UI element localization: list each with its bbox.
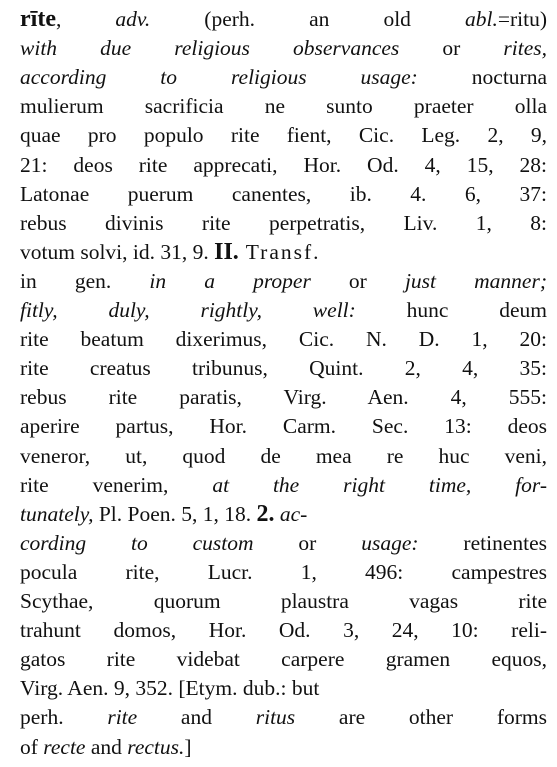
entry-text: Transf. [238,239,321,264]
entry-line [20,208,547,238]
entry-line [20,615,547,645]
entry-line [20,470,547,500]
entry-line [20,557,547,587]
entry-text: with due religious observances [20,36,400,61]
entry-text: =ritu) [497,7,547,31]
entry-line [20,382,547,412]
headword: rīte [20,6,56,32]
entry-text: quae pro populo rite fient, Cic. Leg. 2, 9, [20,123,547,148]
entry-text: hunc deum [355,298,547,322]
entry-text: rebus rite paratis, Virg. Aen. 4, 555: [20,385,547,410]
entry-text: or [310,268,405,293]
entry-text: abl. [464,7,498,31]
entry-line [20,499,547,529]
entry-text: , [55,7,116,31]
entry-text: 2. [256,500,275,527]
entry-text: and [137,705,256,730]
entry-text: votum solvi, id. 31, 9. [20,239,215,264]
entry-line [20,732,547,762]
entry-line [20,411,547,441]
entry-text: or [399,36,504,61]
entry-text: mulierum sacrificia ne sunto praeter olla [20,94,547,119]
entry-text: of [20,734,44,759]
entry-text: cording to custom [20,530,254,555]
entry-line [20,120,547,150]
entry-line [20,673,547,703]
entry-text: in gen. [20,268,150,293]
entry-line [20,441,547,471]
entry-text: 21: deos rite apprecati, Hor. Od. 4, 15, 28: [20,152,547,177]
entry-text: rites, [503,36,547,61]
entry-text: nocturna [417,65,547,90]
entry-text: fitly, duly, rightly, well: [20,298,356,322]
entry-text: perh. [20,705,108,730]
entry-text: Pl. Poen. 5, 1, 18. [93,501,257,526]
entry-text: tunately, [20,501,94,526]
entry-line [20,237,547,267]
entry-line [20,91,547,121]
entry-line [20,295,547,325]
entry-text: veneror, ut, quod de mea re huc veni, [20,443,547,468]
entry-text: at the right time, for- [212,472,547,497]
entry-text: rite [107,705,138,730]
entry-text: rebus divinis rite perpetratis, Liv. 1, 8: [20,210,547,235]
entry-text: rite creatus tribunus, Quint. 2, 4, 35: [20,356,547,381]
entry-text: recte [43,734,86,759]
entry-text: usage: [361,530,419,555]
entry-line [20,266,547,296]
entry-text: and [85,734,128,759]
entry-text: or [253,530,362,555]
entry-line [20,528,547,558]
entry-line [20,586,547,616]
entry-line [20,33,547,63]
entry-text: adv. [115,7,151,31]
entry-text: according to religious usage: [20,65,418,90]
entry-line [20,353,547,383]
entry-text: Latonae puerum canentes, ib. 4. 6, 37: [20,181,547,206]
entry-text: Virg. Aen. 9, 352. [Etym. dub.: but [20,676,320,701]
entry-line [20,62,547,92]
entry-text: (perh. an old [150,7,465,31]
entry-line [20,179,547,209]
entry-text: gatos rite videbat carpere gramen equos, [20,647,547,672]
entry-text: are other forms [295,705,547,730]
entry-line [20,702,547,732]
entry-text: rite beatum dixerimus, Cic. N. D. 1, 20: [20,327,547,352]
entry-text: ritus [255,705,296,730]
entry-text: rite venerim, [20,472,213,497]
entry-line [20,150,547,180]
entry-text: pocula rite, Lucr. 1, 496: campestres [20,559,547,584]
entry-text: ] [184,734,192,759]
entry-text: II. [214,238,239,265]
entry-text: aperire partus, Hor. Carm. Sec. 13: deos [20,414,547,439]
entry-text: just manner; [404,268,547,293]
entry-text: ac- [274,501,308,526]
entry-text: rectus. [127,734,185,759]
entry-line [20,324,547,354]
entry-text: Scythae, quorum plaustra vagas rite [20,589,547,613]
entry-line [20,644,547,674]
entry-line [20,4,547,34]
entry-text: retinentes [418,530,547,555]
entry-text: trahunt domos, Hor. Od. 3, 24, 10: reli- [20,618,547,643]
entry-text: in a proper [149,268,311,293]
